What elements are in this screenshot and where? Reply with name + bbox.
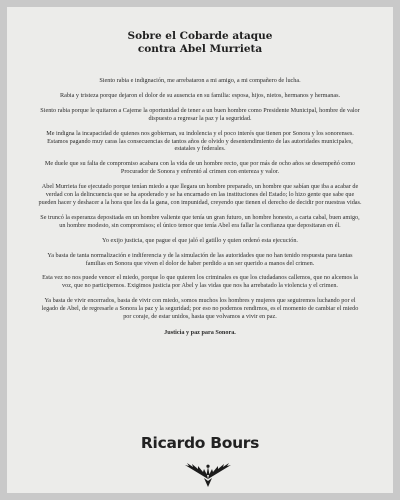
paragraph: Yo exijo justicia, que pague el que jaló el gatillo y quien ordenó esta ejecución. bbox=[102, 236, 298, 244]
title-line-1: Sobre el Cobarde ataque bbox=[127, 30, 273, 42]
title-line-2: contra Abel Murrieta bbox=[137, 43, 263, 55]
paragraph: Siento rabia porque le quitaron a Cajeme la oportunidad de tener a un buen hombre como Presidente Municipal, hombre de valor dispuesto a regresar la paz y la seguridad. bbox=[40, 106, 360, 122]
paragraph: Abel Murrieta fue ejecutado porque tenían miedo a que llegara un hombre preparado, un hombre que sabían que iba a acabar de verdad con la delincuencia que se ha apoderado y se ha encarnado en las instituciones del Estado; lo hizo gente que sabe que pueden hacer y deshacer a la hora que les da la gana, con impunidad, creyendo que tienen el derecho de decidir por nuestras vidas. bbox=[38, 183, 362, 206]
paragraph: Esta vez no nos puede vencer el miedo, porque lo que quieren los criminales es que los ciudadanos callemos, que no alcemos la voz, que no participemos. Exigimos justicia por Abel y las vidas que nos ha arrebatado la violencia y el crimen. bbox=[42, 274, 358, 290]
letter-body bbox=[37, 77, 363, 344]
paragraph: Ya basta de vivir encerrados, basta de vivir con miedo, somos muchos los hombres y mujeres que seguiremos luchando por el legado de Abel, de regresarle a Sonora la paz y la seguridad; por eso no podemos rendirnos, es el momento de cambiar el miedo por coraje, de estar unidos, hasta que volvamos a vivir en paz. bbox=[41, 297, 359, 321]
closing-line: Justicia y paz para Sonora. bbox=[164, 328, 236, 336]
paragraph: Rabia y tristeza porque dejaron el dolor de su ausencia en su familia: esposa, hijos, nietos, hermanos y hermanas. bbox=[59, 91, 341, 99]
paragraph: Siento rabia e indignación, me arrebataron a mi amigo, a mi compañero de lucha. bbox=[99, 77, 301, 84]
paragraph: Ya basta de tanta normalización e indiferencia y de la simulación de las autoridades que no han tenido respuesta para tantas familias en Sonora que viven el dolor de haber perdido a un ser querido a manos del crimen. bbox=[47, 251, 353, 267]
letter-title bbox=[7, 30, 393, 56]
paragraph: Me indigna la incapacidad de quienes nos gobiernan, su indolencia y el poco interés que tienen por Sonora y los sonorenses. Estamos pagando muy caras las consecuencias de tantos años de olvido y desentendimiento de las autoridades municipales, estatales y federales. bbox=[46, 129, 354, 153]
signature: Ricardo Bours bbox=[140, 434, 260, 452]
letter-page bbox=[7, 7, 393, 493]
paragraph: Se truncó la esperanza depositada en un hombre valiente que tenía un gran futuro, un hombre honesto, a carta cabal, buen amigo, un hombre modesto, sin compromisos; el único temor que tenía Abel era fallar la confianza que depositaran en él. bbox=[40, 213, 360, 229]
paragraph: Me duele que su falta de compromiso acabara con la vida de un hombre recto, que por más de ocho años se desempeñó como Procurador de Sonora y enfrentó al crimen con entereza y valor. bbox=[44, 160, 356, 176]
eagle-logo-icon bbox=[183, 462, 233, 488]
